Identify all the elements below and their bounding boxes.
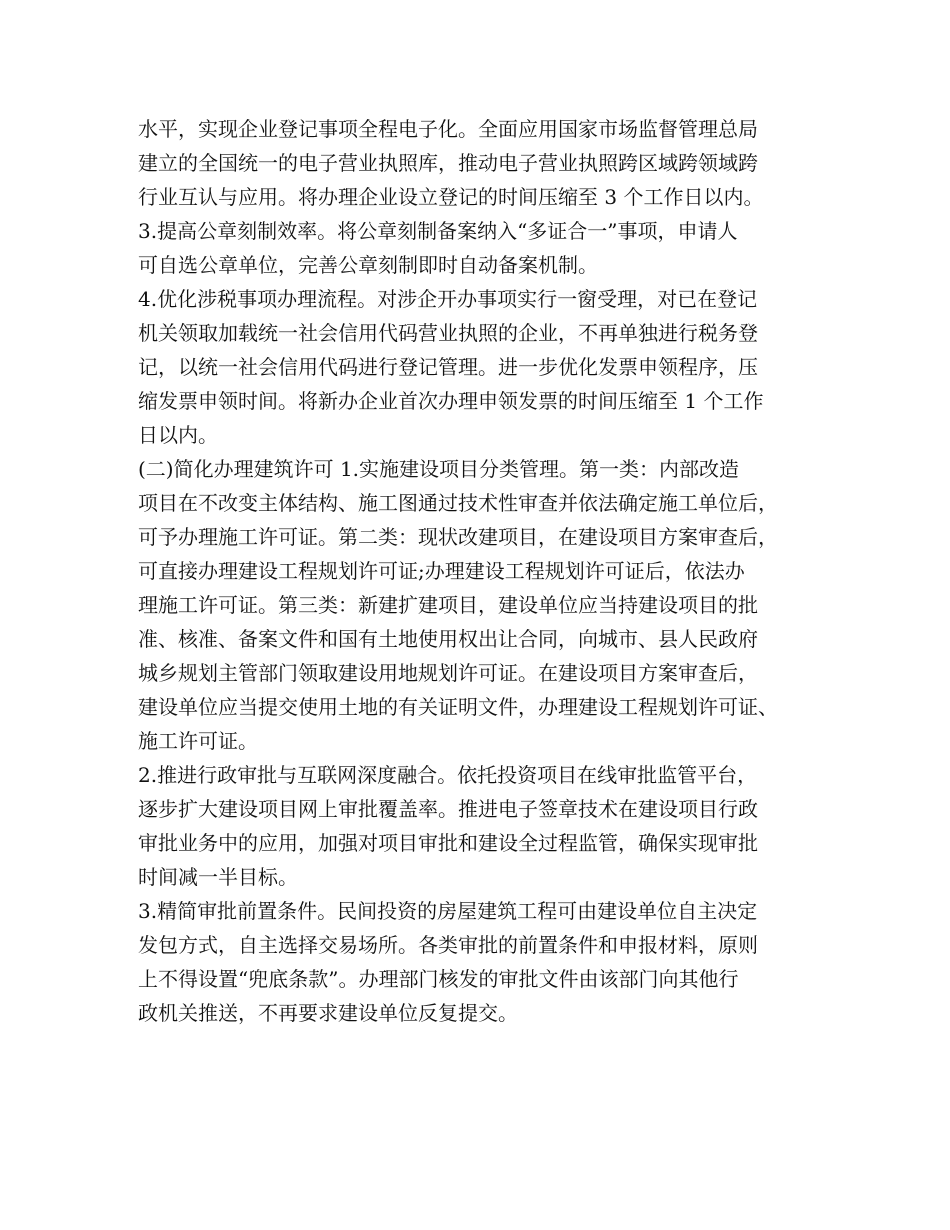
text-line: 可自选公章单位，完善公章刻制即时自动备案机制。: [138, 253, 598, 277]
text-line: 项目在不改变主体结构、施工图通过技术性审查并依法确定施工单位后，: [138, 491, 778, 515]
text-line: 日以内。: [138, 423, 218, 447]
text-line: 政机关推送，不再要求建设单位反复提交。: [138, 1001, 518, 1025]
text-line: 理施工许可证。第三类：新建扩建项目，建设单位应当持建设项目的批: [138, 593, 758, 617]
text-line: 准、核准、备案文件和国有土地使用权出让合同，向城市、县人民政府: [138, 627, 758, 651]
text-line: 审批业务中的应用，加强对项目审批和建设全过程监管，确保实现审批: [138, 831, 758, 855]
text-line: 行业互认与应用。将办理企业设立登记的时间压缩至 3 个工作日以内。: [138, 185, 764, 209]
text-line: (二)简化办理建筑许可 1.实施建设项目分类管理。第一类：内部改造: [138, 457, 740, 481]
text-line: 城乡规划主管部门领取建设用地规划许可证。在建设项目方案审查后，: [138, 661, 758, 685]
document-body: [138, 112, 828, 1030]
text-line: 4.优化涉税事项办理流程。对涉企开办事项实行一窗受理，对已在登记: [138, 287, 758, 311]
text-line: 施工许可证。: [138, 729, 258, 753]
text-line: 建设单位应当提交使用土地的有关证明文件，办理建设工程规划许可证、: [138, 695, 778, 719]
text-line: 逐步扩大建设项目网上审批覆盖率。推进电子签章技术在建设项目行政: [138, 797, 758, 821]
text-line: 缩发票申领时间。将新办企业首次办理申领发票的时间压缩至 1 个工作: [138, 389, 764, 413]
text-line: 可予办理施工许可证。第二类：现状改建项目，在建设项目方案审查后，: [138, 525, 778, 549]
text-line: 可直接办理建设工程规划许可证;办理建设工程规划许可证后，依法办: [138, 559, 745, 583]
text-line: 2.推进行政审批与互联网深度融合。依托投资项目在线审批监管平台，: [138, 763, 758, 787]
text-line: 机关领取加载统一社会信用代码营业执照的企业，不再单独进行税务登: [138, 321, 758, 345]
text-line: 发包方式，自主选择交易场所。各类审批的前置条件和申报材料，原则: [138, 933, 758, 957]
text-line: 建立的全国统一的电子营业执照库，推动电子营业执照跨区域跨领域跨: [138, 151, 758, 175]
text-line: 上不得设置“兜底条款”。办理部门核发的审批文件由该部门向其他行: [138, 967, 739, 991]
text-line: 记，以统一社会信用代码进行登记管理。进一步优化发票申领程序，压: [138, 355, 758, 379]
text-line: 时间减一半目标。: [138, 865, 298, 889]
text-line: 3.精简审批前置条件。民间投资的房屋建筑工程可由建设单位自主决定: [138, 899, 758, 923]
text-line: 3.提高公章刻制效率。将公章刻制备案纳入“多证合一”事项，申请人: [138, 219, 738, 243]
text-line: 水平，实现企业登记事项全程电子化。全面应用国家市场监督管理总局: [138, 117, 758, 141]
